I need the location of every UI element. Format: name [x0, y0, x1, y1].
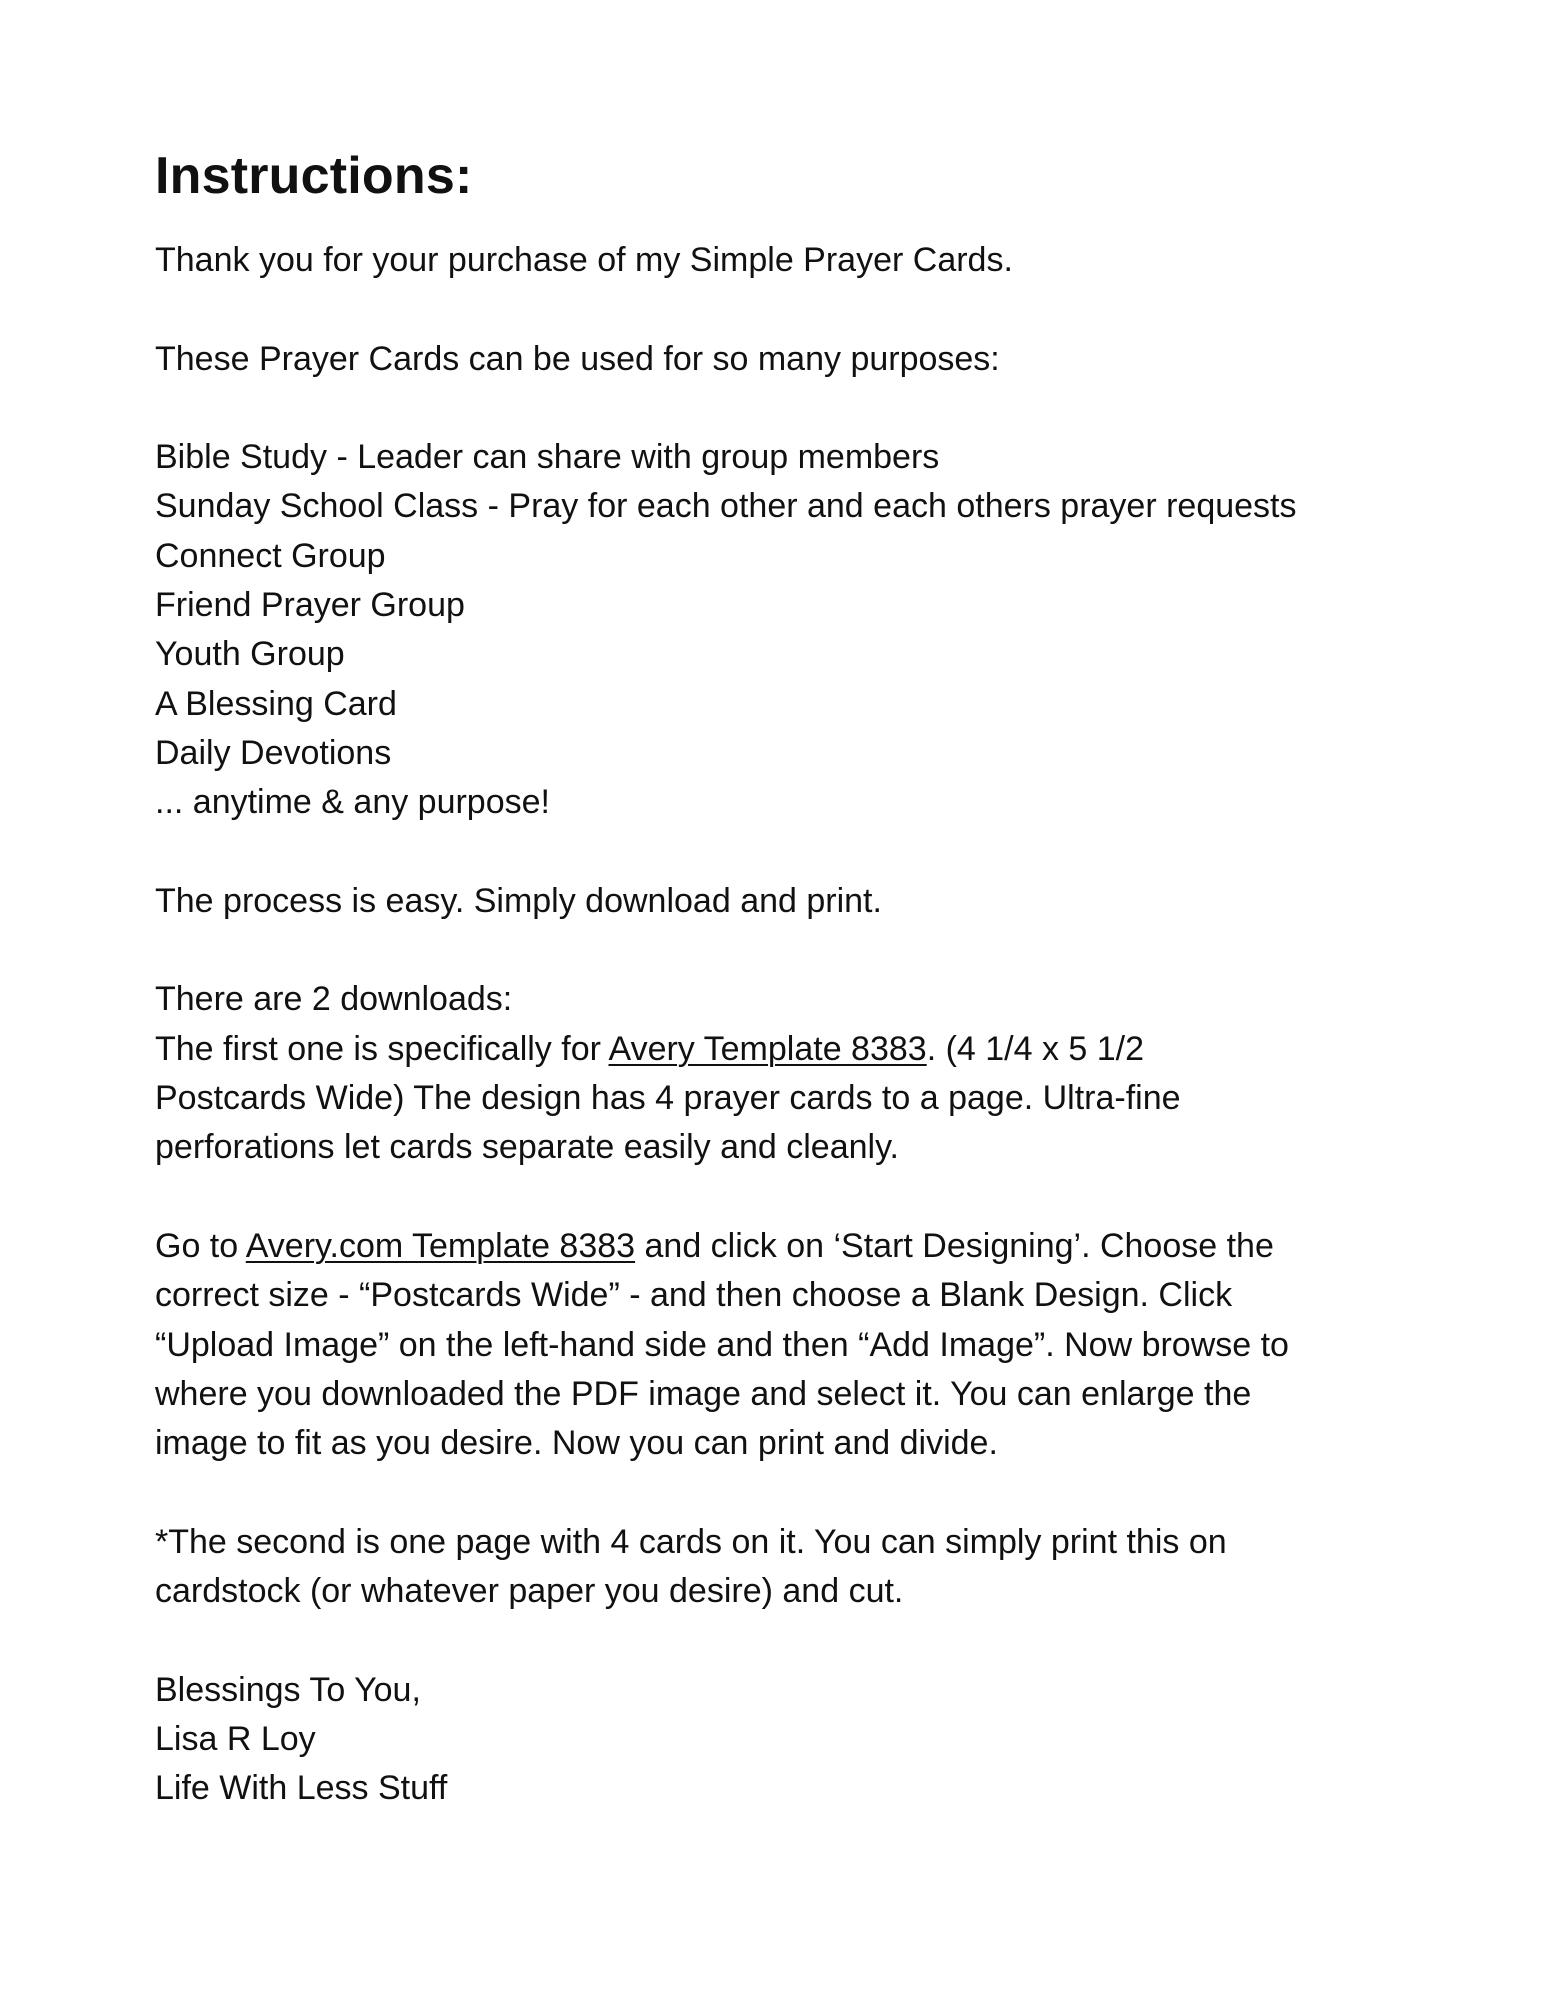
list-item: Daily Devotions — [155, 733, 392, 772]
avery-steps-line: image to fit as you desire. Now you can print and divide. — [155, 1424, 998, 1463]
list-item: Youth Group — [155, 635, 345, 674]
downloads-intro: There are 2 downloads: — [155, 980, 513, 1019]
spacer — [155, 926, 1415, 975]
second-download-line: *The second is one page with 4 cards on it. You can simply print this on — [155, 1522, 1227, 1561]
avery-com-template-link[interactable]: Avery.com Template 8383 — [245, 1226, 636, 1265]
avery-steps-prefix: Go to — [155, 1226, 246, 1265]
page-title: Instructions: — [155, 147, 473, 205]
signoff-brand: Life With Less Stuff — [155, 1769, 448, 1808]
list-item: Connect Group — [155, 536, 386, 575]
avery-template-link[interactable]: Avery Template 8383 — [608, 1029, 927, 1068]
process-text: The process is easy. Simply download and print. — [155, 881, 882, 920]
signoff-greeting: Blessings To You, — [155, 1670, 421, 1709]
first-download-line: Postcards Wide) The design has 4 prayer cards to a page. Ultra-fine — [155, 1079, 1181, 1118]
avery-steps-line: correct size - “Postcards Wide” - and then choose a Blank Design. Click — [155, 1276, 1233, 1315]
avery-steps-line — [155, 1222, 1415, 1271]
first-download-suffix: . (4 1/4 x 5 1/2 — [926, 1029, 1145, 1068]
spacer — [155, 1468, 1415, 1517]
list-item: Sunday School Class - Pray for each other and each others prayer requests — [155, 487, 1297, 526]
second-download-paragraph — [155, 1518, 1415, 1617]
first-download-prefix: The first one is specifically for — [155, 1029, 609, 1068]
thank-you-text: Thank you for your purchase of my Simple Prayer Cards. — [155, 241, 1013, 279]
avery-steps-paragraph — [155, 1222, 1415, 1468]
avery-steps-suffix: and click on ‘Start Designing’. Choose the — [635, 1226, 1274, 1265]
list-item: A Blessing Card — [155, 684, 397, 723]
avery-steps-line: where you downloaded the PDF image and select it. You can enlarge the — [155, 1374, 1252, 1413]
spacer — [155, 828, 1415, 877]
first-download-paragraph — [155, 1025, 1415, 1173]
list-item: Friend Prayer Group — [155, 586, 465, 625]
signoff-name: Lisa R Loy — [155, 1719, 316, 1758]
purposes-list — [155, 433, 1415, 827]
list-item: ... anytime & any purpose! — [155, 783, 550, 822]
first-download-line: perforations let cards separate easily and cleanly. — [155, 1128, 899, 1167]
signoff — [155, 1666, 1415, 1814]
spacer — [155, 384, 1415, 433]
document-page — [155, 140, 1415, 1814]
spacer — [155, 285, 1415, 334]
second-download-line: cardstock (or whatever paper you desire) and cut. — [155, 1572, 904, 1611]
purposes-intro: These Prayer Cards can be used for so many purposes: — [155, 339, 1000, 378]
avery-steps-line: “Upload Image” on the left-hand side and then “Add Image”. Now browse to — [155, 1325, 1289, 1364]
spacer — [155, 1173, 1415, 1222]
spacer — [155, 1616, 1415, 1665]
list-item: Bible Study - Leader can share with group members — [155, 438, 940, 477]
first-download-line — [155, 1025, 1415, 1074]
